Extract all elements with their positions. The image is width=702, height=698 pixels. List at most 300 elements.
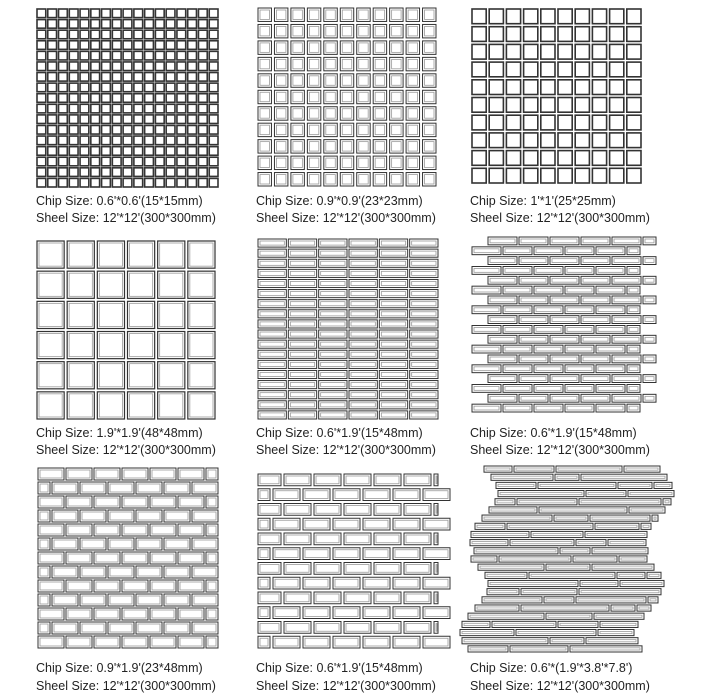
tile-chip — [565, 326, 594, 334]
tile-chip — [507, 523, 593, 529]
tile-chip — [410, 330, 438, 338]
tile-chip — [534, 385, 563, 393]
tile-chip — [188, 332, 215, 359]
tile-chip — [112, 83, 121, 92]
chip-size-label: Chip Size: 0.9'*0.9'(23*23mm) — [256, 194, 423, 208]
tile-chip — [123, 20, 132, 29]
tile-chip — [128, 392, 155, 419]
tile-chip — [573, 556, 617, 562]
tile-chip — [488, 335, 517, 343]
tile-chip — [575, 27, 589, 42]
tile-chip — [91, 104, 100, 113]
tile-chip — [177, 178, 186, 187]
tile-chip — [475, 605, 519, 611]
tile-chip — [600, 621, 638, 627]
tile-chip — [123, 83, 132, 92]
tile-chip — [550, 296, 579, 304]
tile-chip — [69, 115, 78, 124]
sheet-size-label: Sheel Size: 12'*12'(300*300mm) — [36, 443, 216, 457]
tile-chip — [166, 41, 175, 50]
tile-chip — [102, 168, 111, 177]
tile-chip — [628, 491, 674, 497]
tile-chip — [177, 168, 186, 177]
tile-chip — [482, 515, 552, 521]
tile-chip — [472, 62, 486, 77]
tile-chip — [102, 157, 111, 166]
tile-chip — [627, 98, 641, 113]
tile-chip — [592, 564, 654, 570]
tile-chip — [188, 147, 197, 156]
tile-chip — [610, 98, 624, 113]
tile-chip — [460, 629, 514, 635]
tile-chip — [155, 147, 164, 156]
tile-chip — [611, 605, 635, 611]
tile-chip — [546, 613, 592, 619]
tile-chip — [519, 257, 548, 265]
tile-chip — [258, 300, 286, 308]
tile-chip — [69, 9, 78, 18]
tile-chip — [565, 247, 594, 255]
tile-chip — [134, 136, 143, 145]
tile-chip — [558, 151, 572, 166]
tile-chip — [188, 83, 197, 92]
tile-chip — [541, 168, 555, 183]
panel-3 — [468, 0, 702, 232]
tile-chip — [581, 355, 610, 363]
tile-chip — [489, 62, 503, 77]
tile-chip — [558, 27, 572, 42]
tile-chip — [177, 147, 186, 156]
tile-chip — [97, 271, 124, 298]
tile-chip — [288, 300, 316, 308]
tile-chip — [48, 94, 57, 103]
tile-chip — [69, 62, 78, 71]
tile-chip — [128, 271, 155, 298]
tile-chip — [80, 9, 89, 18]
tile-chip — [550, 375, 579, 383]
tile-chip — [558, 62, 572, 77]
tile-chip — [59, 178, 68, 187]
tile-chip — [91, 62, 100, 71]
tile-chip — [134, 125, 143, 134]
tile-chip — [550, 355, 579, 363]
tile-chip — [198, 147, 207, 156]
tile-chip — [59, 94, 68, 103]
tile-chip — [188, 125, 197, 134]
tile-chip — [503, 326, 532, 334]
tile-chip — [575, 98, 589, 113]
tile-chip — [627, 62, 641, 77]
tile-chip — [410, 340, 438, 348]
tile-chip — [134, 104, 143, 113]
panel-1 — [0, 0, 234, 232]
tile-chip — [489, 168, 503, 183]
tile-chip — [155, 73, 164, 82]
tile-chip — [506, 27, 520, 42]
tile-chip — [592, 62, 606, 77]
tile-chip — [519, 316, 548, 324]
tile-chip — [91, 51, 100, 60]
tile-chip — [472, 44, 486, 59]
tile-chip — [198, 157, 207, 166]
tile-chip — [627, 151, 641, 166]
tile-chip — [648, 597, 658, 603]
tile-chip — [319, 249, 347, 257]
tile-chip — [198, 168, 207, 177]
tile-chip — [288, 401, 316, 409]
tile-chip — [112, 147, 121, 156]
tile-chip — [198, 115, 207, 124]
tile-chip — [69, 51, 78, 60]
tile-chip — [80, 41, 89, 50]
tile-chip — [550, 638, 584, 644]
tile-chip — [91, 9, 100, 18]
tile-chip — [349, 330, 377, 338]
tile-chip — [612, 394, 641, 402]
tile-chip — [258, 391, 286, 399]
chip-size-label: Chip Size: 0.9'*1.9'(23*48mm) — [36, 661, 203, 675]
tile-chip — [410, 350, 438, 358]
tile-chip — [112, 104, 121, 113]
tile-chip — [521, 589, 577, 595]
tile-chip — [67, 362, 94, 389]
tile-chip — [59, 157, 68, 166]
tile-chip — [575, 44, 589, 59]
tile-chip — [472, 345, 501, 353]
tile-chip — [177, 41, 186, 50]
tile-chip — [155, 30, 164, 39]
tile-chip — [112, 168, 121, 177]
tile-chip — [488, 580, 578, 586]
tile-chip — [123, 73, 132, 82]
tile-chip — [188, 362, 215, 389]
tile-chip — [288, 360, 316, 368]
tile-chip — [177, 20, 186, 29]
tile-chip — [69, 157, 78, 166]
tile-chip — [349, 411, 377, 419]
tile-chip — [209, 94, 218, 103]
chip-size-label: Chip Size: 1'*1'(25*25mm) — [470, 194, 616, 208]
tile-chip — [581, 237, 610, 245]
tile-chip — [541, 44, 555, 59]
tile-chip — [145, 168, 154, 177]
tile-chip — [145, 83, 154, 92]
tile-chip — [506, 80, 520, 95]
tile-chip — [48, 83, 57, 92]
tile-chip — [80, 104, 89, 113]
tile-chip — [134, 41, 143, 50]
tile-chip — [410, 249, 438, 257]
tile-chip — [145, 41, 154, 50]
tile-chip — [123, 9, 132, 18]
tile-chip — [128, 362, 155, 389]
tile-chip — [627, 27, 641, 42]
tile-chip — [596, 326, 625, 334]
tile-chip — [503, 286, 532, 294]
tile-chip — [102, 30, 111, 39]
tile-chip — [627, 44, 641, 59]
tile-chip — [91, 115, 100, 124]
tile-chip — [123, 94, 132, 103]
tile-chip — [155, 62, 164, 71]
tile-chip — [550, 335, 579, 343]
chip-size-label: Chip Size: 0.6'*1.9'(15*48mm) — [256, 661, 423, 675]
tile-chip — [592, 548, 648, 554]
tile-chip — [69, 73, 78, 82]
tile-chip — [209, 30, 218, 39]
tile-chip — [629, 507, 665, 513]
tile-chip — [579, 499, 661, 505]
tile-chip — [155, 157, 164, 166]
tile-chip — [188, 168, 197, 177]
tile-chip — [80, 83, 89, 92]
tile-chip — [198, 9, 207, 18]
tile-chip — [145, 147, 154, 156]
tile-chip — [97, 362, 124, 389]
tile-chip — [188, 178, 197, 187]
tile-chip — [491, 474, 553, 480]
tile-chip — [554, 515, 588, 521]
tile-chip — [319, 360, 347, 368]
tile-chip — [188, 62, 197, 71]
tile-chip — [496, 482, 536, 488]
tile-chip — [531, 531, 583, 537]
tile-chip — [258, 239, 286, 247]
tile-chip — [112, 94, 121, 103]
chip-size-label: Chip Size: 0.6'*0.6'(15*15mm) — [36, 194, 203, 208]
tile-chip — [612, 296, 641, 304]
tile-chip — [349, 381, 377, 389]
tile-chip — [472, 115, 486, 130]
tile-chip — [158, 362, 185, 389]
tile-chip — [48, 147, 57, 156]
tile-chip — [558, 115, 572, 130]
tile-chip — [209, 20, 218, 29]
tile-chip — [102, 83, 111, 92]
tile-chip — [37, 94, 46, 103]
tile-chip — [534, 404, 563, 412]
tile-chip — [379, 411, 407, 419]
tile-chip — [123, 104, 132, 113]
tile-chip — [379, 259, 407, 267]
tile-chip — [288, 411, 316, 419]
tile-chip — [612, 375, 641, 383]
tile-chip — [349, 370, 377, 378]
tile-chip — [472, 9, 486, 24]
tile-chip — [112, 73, 121, 82]
tile-chip — [349, 310, 377, 318]
tile-chip — [524, 115, 538, 130]
tile-chip — [69, 147, 78, 156]
sheet-size-label: Sheel Size: 12'*12'(300*300mm) — [36, 679, 216, 693]
tile-chip — [80, 30, 89, 39]
tile-chip — [198, 104, 207, 113]
tile-chip — [349, 360, 377, 368]
tile-chip — [258, 360, 286, 368]
tile-chip — [319, 310, 347, 318]
tile-chip — [69, 104, 78, 113]
tile-chip — [620, 580, 664, 586]
tile-chip — [134, 62, 143, 71]
tile-chip — [145, 62, 154, 71]
tile-chip — [123, 30, 132, 39]
tile-chip — [581, 316, 610, 324]
tile-chip — [319, 330, 347, 338]
tile-chip — [166, 30, 175, 39]
tile-chip — [541, 80, 555, 95]
tile-chip — [627, 9, 641, 24]
tile-chip — [581, 474, 667, 480]
tile-chip — [575, 9, 589, 24]
tile-chip — [59, 115, 68, 124]
tile-chip — [67, 271, 94, 298]
tile-chip — [627, 115, 641, 130]
tile-chip — [177, 51, 186, 60]
tile-chip — [624, 466, 660, 472]
tile-chip — [69, 136, 78, 145]
tile-chip — [209, 73, 218, 82]
tile-chip — [112, 41, 121, 50]
tile-chip — [69, 83, 78, 92]
tile-chip — [319, 259, 347, 267]
tile-chip — [596, 247, 625, 255]
tile-chip — [519, 394, 548, 402]
tile-chip — [612, 335, 641, 343]
tile-chip — [37, 30, 46, 39]
tile-chip — [555, 474, 579, 480]
tile-chip — [319, 411, 347, 419]
tile-chip — [48, 136, 57, 145]
tile-chip — [102, 20, 111, 29]
tile-chip — [565, 286, 594, 294]
tile-chip — [488, 394, 517, 402]
tile-chip — [592, 9, 606, 24]
tile-chip — [592, 27, 606, 42]
tile-chip — [188, 30, 197, 39]
tile-chip — [558, 80, 572, 95]
tile-chip — [166, 115, 175, 124]
chip-size-label: Chip Size: 0.6'*1.9'(15*48mm) — [470, 426, 637, 440]
tile-chip — [80, 94, 89, 103]
tile-chip — [128, 241, 155, 268]
tile-chip — [489, 98, 503, 113]
tile-chip — [155, 115, 164, 124]
tile-chip — [155, 20, 164, 29]
tile-chip — [610, 44, 624, 59]
tile-chip — [166, 62, 175, 71]
tile-chip — [596, 404, 625, 412]
tile-chip — [319, 381, 347, 389]
tile-chip — [379, 269, 407, 277]
tile-chip — [524, 168, 538, 183]
tile-chip — [188, 94, 197, 103]
tile-chip — [565, 345, 594, 353]
tile-chip — [209, 62, 218, 71]
tile-chip — [37, 168, 46, 177]
tile-chip — [503, 267, 532, 275]
tile-chip — [91, 94, 100, 103]
tile-chip — [565, 306, 594, 314]
tile-chip — [59, 83, 68, 92]
tile-chip — [112, 62, 121, 71]
tile-chip — [485, 572, 527, 578]
tile-chip — [521, 605, 609, 611]
tile-chip — [166, 104, 175, 113]
tile-chip — [177, 136, 186, 145]
tile-chip — [188, 73, 197, 82]
tile-chip — [349, 320, 377, 328]
tile-chip — [489, 133, 503, 148]
tile-chip — [319, 239, 347, 247]
tile-chip — [410, 269, 438, 277]
tile-chip — [349, 401, 377, 409]
tile-chip — [155, 51, 164, 60]
tile-chip — [188, 157, 197, 166]
tile-chip — [534, 345, 563, 353]
tile-chip — [641, 523, 651, 529]
tile-chip — [166, 94, 175, 103]
tile-chip — [581, 296, 610, 304]
tile-chip — [471, 531, 529, 537]
tile-chip — [37, 51, 46, 60]
tile-chip — [37, 104, 46, 113]
tile-chip — [37, 9, 46, 18]
tile-chip — [379, 391, 407, 399]
tile-chip — [288, 340, 316, 348]
tile-chip — [499, 556, 571, 562]
tile-chip — [524, 133, 538, 148]
tile-chip — [155, 136, 164, 145]
tile-chip — [80, 147, 89, 156]
tile-chip — [209, 168, 218, 177]
tile-chip — [198, 62, 207, 71]
tile-chip — [472, 27, 486, 42]
tile-chip — [37, 20, 46, 29]
tile-chip — [59, 9, 68, 18]
tile-chip — [576, 540, 606, 546]
tile-chip — [410, 360, 438, 368]
tile-chip — [177, 30, 186, 39]
tile-chip — [488, 257, 517, 265]
tile-chip — [498, 491, 584, 497]
tile-chip — [379, 279, 407, 287]
tile-chip — [48, 104, 57, 113]
tile-chip — [258, 269, 286, 277]
tile-chip — [379, 290, 407, 298]
panel-4 — [0, 232, 234, 462]
tile-chip — [102, 136, 111, 145]
tile-chip — [618, 482, 652, 488]
tile-chip — [503, 247, 532, 255]
tile-chip — [472, 306, 501, 314]
tile-chip — [48, 125, 57, 134]
tile-chip — [472, 151, 486, 166]
tile-chip — [112, 51, 121, 60]
tile-chip — [506, 168, 520, 183]
tile-chip — [67, 241, 94, 268]
tile-chip — [288, 310, 316, 318]
tile-chip — [534, 247, 563, 255]
tile-chip — [145, 20, 154, 29]
tile-chip — [155, 83, 164, 92]
tile-chip — [69, 41, 78, 50]
tile-chip — [517, 499, 577, 505]
tile-chip — [503, 365, 532, 373]
tile-chip — [379, 401, 407, 409]
tile-chip — [288, 391, 316, 399]
tile-chip — [541, 151, 555, 166]
tile-chip — [524, 27, 538, 42]
